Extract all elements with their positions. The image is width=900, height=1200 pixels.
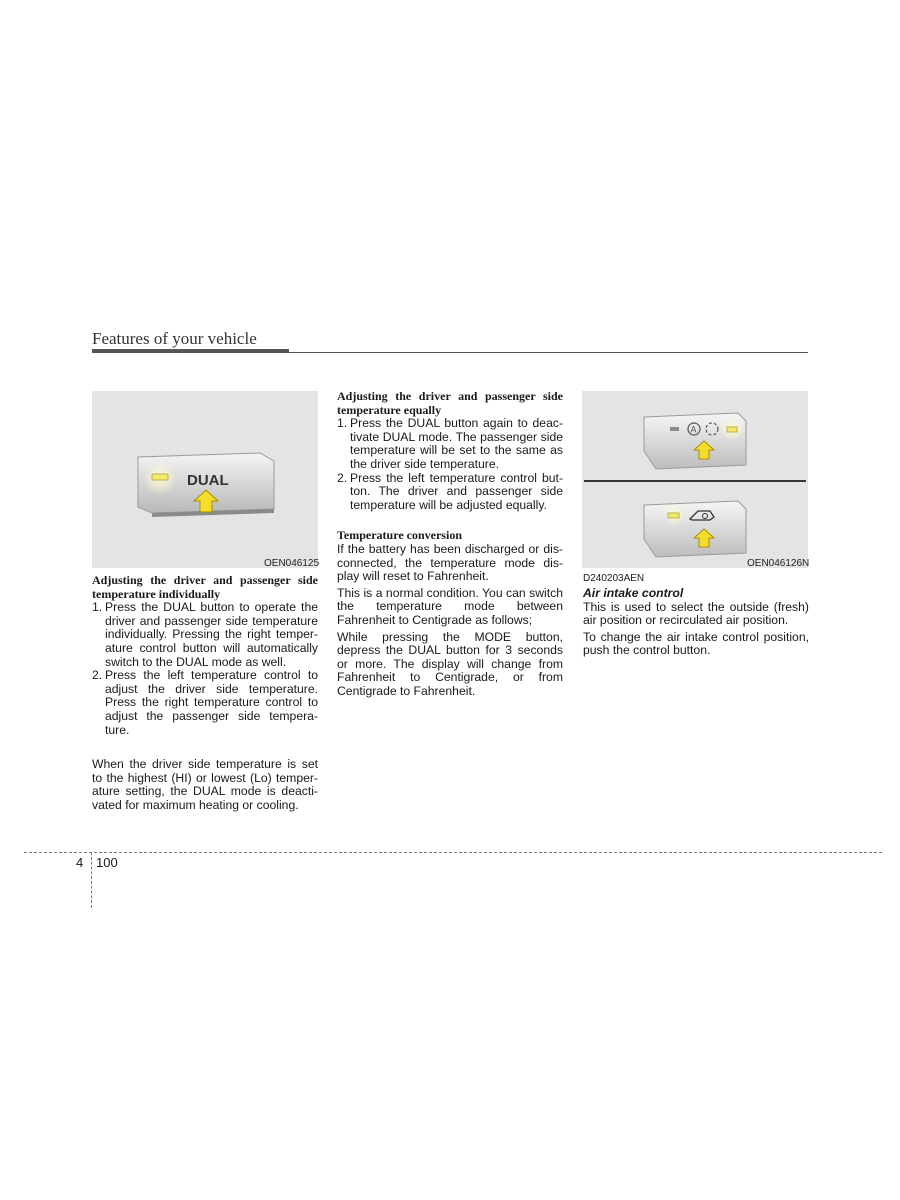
step-text: Press the left temperature control but-ton. The driver and passenger side temperature will be adjusted equally. [350, 470, 563, 512]
right-paragraph-1: This is used to select the outside (fresh) air position or recirculated air position. [583, 599, 809, 628]
middle-heading-conversion: Temperature conversion [337, 528, 462, 543]
left-note: When the driver side temperature is set to the highest (HI) or lowest (Lo) temper-ature setting, the DUAL mode is deacti-vated for maximum heating or cooling. [92, 757, 318, 812]
list-item [337, 472, 563, 513]
indicator-off-icon [670, 427, 679, 431]
step-text: Press the DUAL button again to deac-tivate DUAL mode. The passenger side temperature will be set to the same as the driver side temperature. [350, 416, 563, 471]
middle-column [337, 390, 563, 698]
step-text: Press the DUAL button to operate the driver and passenger side temperature individually. Pressing the right temper-ature control button will automatically switch to the DUAL mode as well. [105, 600, 318, 669]
step-number: 2. [92, 668, 103, 683]
list-item [92, 601, 318, 669]
list-item [92, 669, 318, 737]
right-heading: Air intake control [583, 586, 684, 600]
section-code: D240203AEN [583, 573, 645, 584]
footer-vertical-rule [91, 852, 92, 908]
right-figure-caption: OEN046126N [747, 558, 810, 569]
svg-text:A: A [690, 424, 697, 435]
footer-rule [24, 852, 882, 853]
middle-heading-equal: Adjusting the driver and passenger side temperature equally [337, 389, 563, 417]
dual-button-illustration [92, 391, 318, 568]
middle-paragraph-3: While pressing the MODE button, depress the DUAL button for 3 seconds or more. The display will change from Fahrenheit to Centigrade, or from Centigrade to Fahrenheit. [337, 629, 563, 698]
dual-button-figure [92, 391, 318, 568]
indicator-light-icon [152, 474, 168, 480]
right-paragraph-2: To change the air intake control position, push the control button. [583, 629, 809, 658]
step-number: 1. [92, 600, 103, 615]
middle-paragraph-2: This is a normal condition. You can switch the temperature mode between Fahrenheit to Centigrade as follows; [337, 585, 563, 627]
page-header-title: Features of your vehicle [92, 329, 257, 348]
list-item [337, 417, 563, 471]
header-rule [92, 352, 808, 353]
left-heading: Adjusting the driver and passenger side temperature individually [92, 573, 318, 601]
air-intake-illustration [582, 391, 808, 568]
step-number: 1. [337, 416, 348, 431]
left-steps-list [92, 601, 318, 737]
left-figure-caption: OEN046125 [264, 558, 320, 569]
indicator-light-icon [727, 427, 737, 432]
step-number: 2. [337, 470, 348, 485]
chapter-number: 4 [76, 855, 84, 870]
middle-steps-list [337, 417, 563, 512]
middle-paragraph-1: If the battery has been discharged or dis-connected, the temperature mode dis-play will reset to Fahrenheit. [337, 541, 563, 584]
indicator-light-icon [668, 513, 679, 518]
dual-label-text: DUAL [187, 472, 229, 489]
right-column [583, 573, 809, 658]
air-intake-figure [582, 391, 808, 568]
step-text: Press the left temperature control to adjust the driver side temperature. Press the right temperature control to adjust the passenger side tempera-ture. [105, 668, 318, 737]
page-number: 100 [96, 855, 118, 870]
left-column [92, 574, 318, 813]
